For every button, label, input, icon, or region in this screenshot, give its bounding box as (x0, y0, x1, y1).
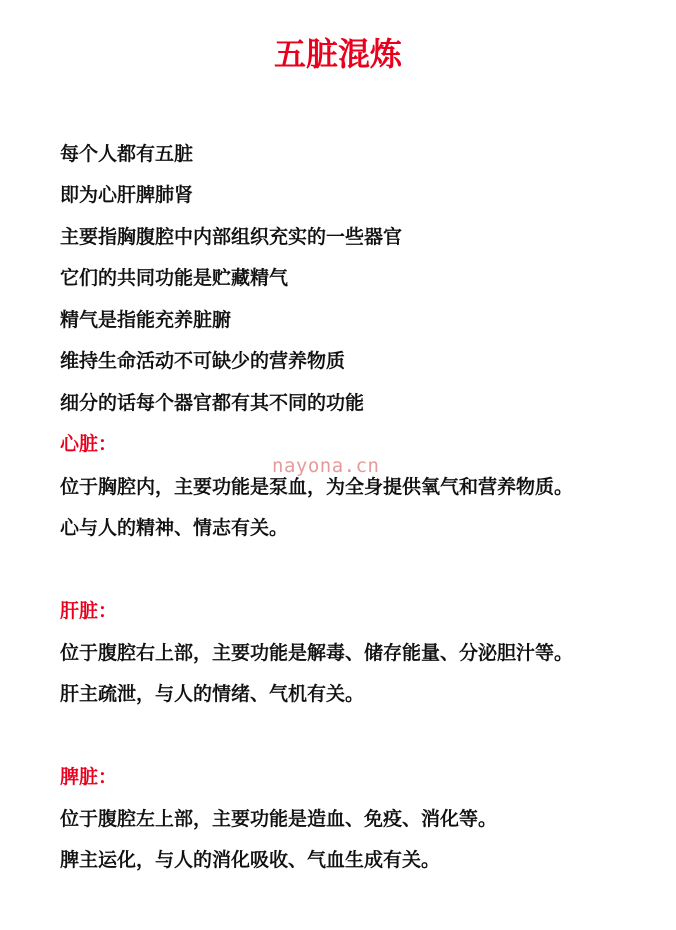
intro-line: 主要指胸腹腔中内部组织充实的一些器官 (60, 226, 403, 248)
intro-line: 每个人都有五脏 (60, 143, 194, 165)
intro-line: 精气是指能充养脏腑 (60, 309, 232, 331)
section-line-heart: 位于胸腔内，主要功能是泵血，为全身提供氧气和营养物质。 (60, 476, 574, 498)
intro-line: 细分的话每个器官都有其不同的功能 (60, 392, 365, 414)
section-line-liver: 位于腹腔右上部，主要功能是解毒、储存能量、分泌胆汁等。 (60, 642, 574, 664)
intro-line: 即为心肝脾肺肾 (60, 184, 194, 206)
section-line-spleen: 位于腹腔左上部，主要功能是造血、免疫、消化等。 (60, 808, 498, 830)
section-line-liver: 肝主疏泄，与人的情绪、气机有关。 (60, 683, 365, 705)
section-heading-heart: 心脏： (60, 433, 118, 455)
section-line-heart: 心与人的精神、情志有关。 (60, 517, 289, 539)
section-heading-liver: 肝脏： (60, 600, 118, 622)
intro-line: 它们的共同功能是贮藏精气 (60, 267, 289, 289)
section-heading-spleen: 脾脏： (60, 766, 118, 788)
page-title: 五脏混炼 (273, 35, 402, 73)
intro-line: 维持生命活动不可缺少的营养物质 (60, 350, 346, 372)
section-line-spleen: 脾主运化，与人的消化吸收、气血生成有关。 (60, 849, 441, 871)
watermark: nayona.cn (272, 455, 380, 477)
